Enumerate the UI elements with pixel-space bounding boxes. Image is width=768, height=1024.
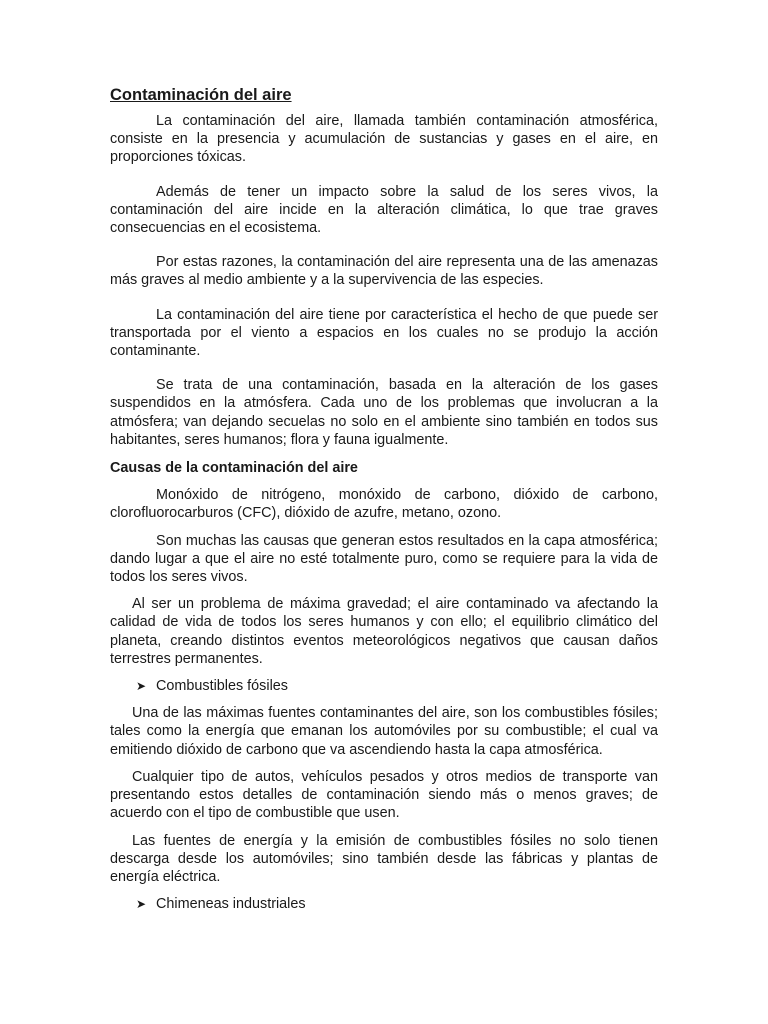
paragraph-intro-1: La contaminación del aire, llamada también contaminación atmosférica, consiste en la presencia y acumulación de sustancias y gases en el aire, en proporciones tóxicas. bbox=[110, 113, 658, 166]
causes-heading: Causas de la contaminación del aire bbox=[110, 460, 358, 477]
paragraph-fossil-1: Una de las máximas fuentes contaminantes del aire, son los combustibles fósiles; tales como la energía que emanan los automóviles por su combustible; el cual va emitiendo dióxido de carbono que va ascendiendo hasta la capa atmosférica. bbox=[110, 705, 658, 758]
arrow-bullet-icon: ➤ bbox=[136, 897, 147, 912]
bullet-item-fossil-fuels bbox=[110, 677, 658, 695]
document-page bbox=[110, 84, 658, 913]
paragraph-fossil-3: Las fuentes de energía y la emisión de combustibles fósiles no solo tienen descarga desde los automóviles; sino también desde las fábricas y plantas de energía eléctrica. bbox=[110, 832, 658, 885]
bullet-item-industrial-chimneys bbox=[110, 895, 658, 913]
paragraph-causes-3: Al ser un problema de máxima gravedad; el aire contaminado va afectando la calidad de vida de todos los seres humanos y con ello; el equilibrio climático del planeta, creando distintos eventos meteorológicos negativos que causan daños terrestres permanentes. bbox=[110, 596, 658, 667]
document-title: Contaminación del aire bbox=[110, 86, 292, 104]
paragraph-intro-4: La contaminación del aire tiene por característica el hecho de que puede ser transportada por el viento a espacios en los cuales no se produjo la acción contaminante. bbox=[110, 306, 658, 360]
paragraph-causes-1: Monóxido de nitrógeno, monóxido de carbono, dióxido de carbono, clorofluorocarburos (CFC), dióxido de azufre, metano, ozono. bbox=[110, 487, 658, 522]
paragraph-intro-5: Se trata de una contaminación, basada en la alteración de los gases suspendidos en la atmósfera. Cada uno de los problemas que involucran a la atmósfera; van dejando secuelas no solo en el ambiente sino también en todos sus habitantes, seres humanos; flora y fauna igualmente. bbox=[110, 377, 658, 448]
paragraph-intro-2: Además de tener un impacto sobre la salud de los seres vivos, la contaminación del aire incide en la alteración climática, lo que trae graves consecuencias en el ecosistema. bbox=[110, 183, 658, 237]
arrow-bullet-icon: ➤ bbox=[136, 679, 147, 694]
paragraph-causes-2: Son muchas las causas que generan estos resultados en la capa atmosférica; dando lugar a que el aire no esté totalmente puro, como se requiere para la vida de todos los seres vivos. bbox=[110, 532, 658, 586]
paragraph-fossil-2: Cualquier tipo de autos, vehículos pesados y otros medios de transporte van presentando estos detalles de contaminación siendo más o menos graves; de acuerdo con el tipo de combustible que usen. bbox=[110, 768, 658, 822]
paragraph-intro-3: Por estas razones, la contaminación del aire representa una de las amenazas más graves al medio ambiente y a la supervivencia de las especies. bbox=[110, 254, 658, 289]
bullet-label-industrial-chimneys: Chimeneas industriales bbox=[156, 896, 306, 913]
bullet-label-fossil-fuels: Combustibles fósiles bbox=[156, 678, 288, 695]
